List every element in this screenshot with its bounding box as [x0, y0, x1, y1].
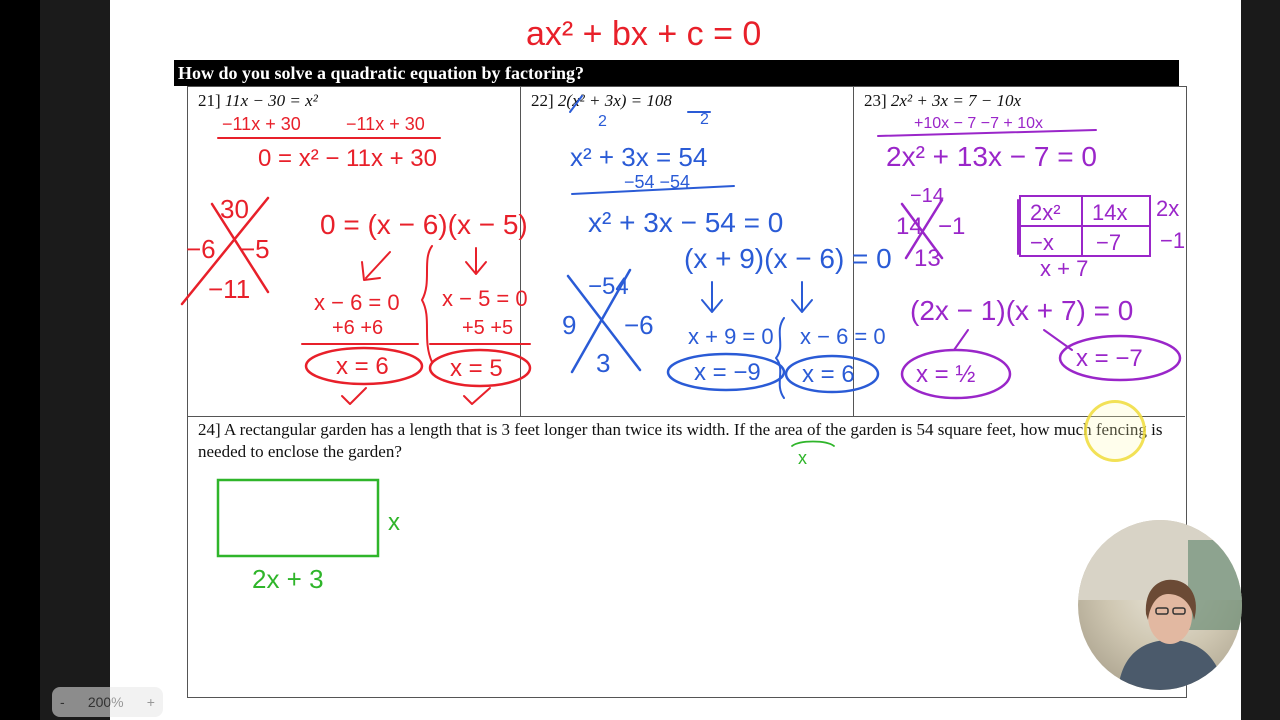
- p22-x-right: −6: [624, 310, 654, 340]
- p22-x-bottom: 3: [596, 348, 611, 378]
- p22-sol-b: x = 6: [802, 361, 855, 388]
- p23-x-bottom: 13: [914, 245, 941, 272]
- problem-grid: [187, 86, 1187, 698]
- p23-standard-form: 2x² + 13x − 7 = 0: [886, 141, 1097, 172]
- problem-24: [198, 419, 1163, 463]
- webcam-bubble: [1078, 520, 1242, 690]
- p23-box-tl: 2x²: [1030, 200, 1061, 225]
- p23-factored: (2x − 1)(x + 7) = 0: [910, 295, 1134, 326]
- p21-step1-right: −11x + 30: [346, 114, 425, 134]
- p22-standard-form: x² + 3x − 54 = 0: [588, 207, 784, 238]
- left-dark-margin: [0, 0, 40, 720]
- p24-length-label: 2x + 3: [252, 564, 324, 594]
- p21-x-top: 30: [220, 194, 249, 224]
- problem-24-number: 24]: [198, 420, 221, 439]
- problem-23-number: 23]: [864, 91, 887, 110]
- p22-divided: x² + 3x = 54: [570, 142, 708, 172]
- p23-x-top: −14: [910, 185, 944, 207]
- p22-x-top: −54: [588, 273, 629, 300]
- zoom-out-button[interactable]: -: [60, 694, 65, 710]
- section-title: How do you solve a quadratic equation by factoring?: [174, 60, 1179, 86]
- problem-23-equation: 2x² + 3x = 7 − 10x: [890, 91, 1022, 110]
- column-divider-2: [853, 87, 854, 417]
- p21-sol-b: x = 5: [450, 355, 503, 382]
- p23-box-bl: −x: [1030, 230, 1054, 255]
- p23-box-under: x + 7: [1040, 256, 1089, 281]
- p23-x-right: −1: [938, 213, 966, 240]
- p22-x-left: 9: [562, 310, 577, 340]
- p23-x-left: 14: [896, 213, 923, 240]
- p21-add-b: +5 +5: [462, 317, 514, 339]
- p21-sol-a: x = 6: [336, 353, 389, 380]
- p22-eq-a: x + 9 = 0: [688, 324, 774, 349]
- p23-box-side-top: 2x: [1156, 196, 1180, 221]
- p23-step1: +10x − 7 −7 + 10x: [914, 115, 1043, 132]
- p21-x-left: −6: [186, 234, 216, 264]
- p24-width-mark: x: [798, 448, 807, 468]
- p22-eq-b: x − 6 = 0: [800, 324, 886, 349]
- problem-24-text: A rectangular garden has a length that is 3 feet longer than twice its width. If the area of the garden is 54 square feet, how much fencing is needed to enclose the garden?: [198, 420, 1163, 461]
- zoom-in-button[interactable]: +: [146, 694, 155, 710]
- zoom-level: 200%: [87, 694, 124, 710]
- problem-21-equation: 11x − 30 = x²: [224, 91, 318, 110]
- problem-22-number: 22]: [531, 91, 554, 110]
- problem-22-equation: 2(x² + 3x) = 108: [557, 91, 672, 110]
- problem-21-number: 21]: [198, 91, 221, 110]
- column-divider-1: [520, 87, 521, 417]
- zoom-control: [52, 687, 163, 717]
- p21-factored: 0 = (x − 6)(x − 5): [320, 209, 528, 240]
- header-formula: ax² + bx + c = 0: [526, 15, 762, 53]
- p21-x-right: −5: [240, 234, 270, 264]
- p21-eq-b: x − 5 = 0: [442, 286, 528, 311]
- p21-add-a: +6 +6: [332, 317, 384, 339]
- problem-21: [198, 91, 318, 111]
- p23-sol-b: x = −7: [1076, 345, 1143, 372]
- p23-box-br: −7: [1096, 230, 1122, 255]
- p22-divide-note-b: 2: [700, 111, 709, 128]
- problem-22: [531, 91, 672, 111]
- right-dark-margin: [1241, 0, 1280, 720]
- p21-x-bottom: −11: [208, 274, 251, 304]
- p22-factored: (x + 9)(x − 6) = 0: [684, 243, 892, 274]
- worksheet-page: [110, 0, 1241, 720]
- row-divider: [188, 416, 1185, 417]
- p22-subtract: −54 −54: [624, 172, 691, 192]
- cursor-highlight: [1084, 400, 1146, 462]
- p23-box-tr: 14x: [1092, 200, 1128, 225]
- p24-side-label: x: [388, 509, 400, 536]
- p21-eq-a: x − 6 = 0: [314, 290, 400, 315]
- p22-sol-a: x = −9: [694, 359, 761, 386]
- p23-sol-a: x = ½: [916, 361, 976, 388]
- p22-divide-note: 2: [598, 113, 607, 130]
- p21-standard-form: 0 = x² − 11x + 30: [258, 145, 438, 172]
- p21-step1-left: −11x + 30: [222, 114, 301, 134]
- p23-box-side-bottom: −1: [1160, 228, 1186, 253]
- presenter-figure: [1078, 520, 1242, 690]
- problem-23: [864, 91, 1021, 111]
